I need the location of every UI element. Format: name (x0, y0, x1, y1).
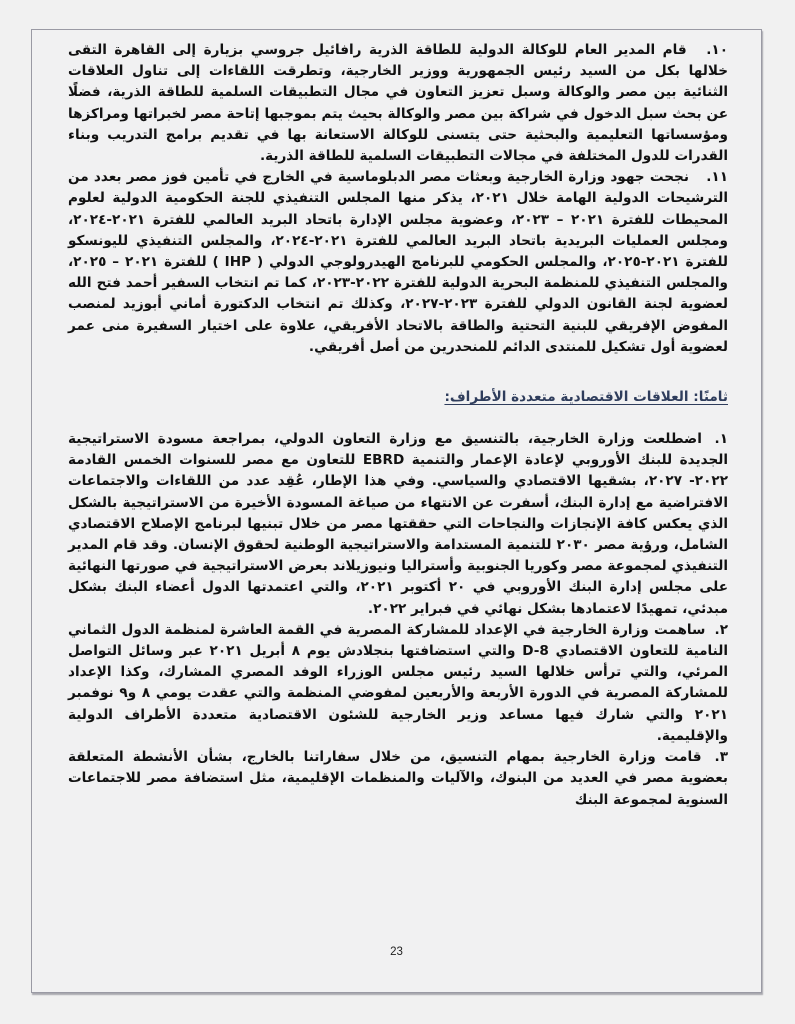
item-number: ١٠. (706, 42, 728, 58)
paragraph-item-3 (68, 747, 728, 811)
paragraph-item-2 (68, 620, 728, 747)
paragraph-item-1 (68, 429, 728, 620)
paragraph-item-11 (68, 167, 728, 358)
section-heading: ثامنًا: العلاقات الاقتصادية متعددة الأطراف: (444, 389, 728, 406)
item-text: قام المدير العام للوكالة الدولية للطاقة الذرية رافائيل جروسي بزيارة إلى القاهرة التقى خلالها بكل من السيد رئيس الجمهورية ووزير الخارجية، وتطرقت اللقاءات إلى تناول العلاقات الثنائية بين مصر والوكالة وسبل تعزيز التعاون في مجال التطبيقات السلمية للطاقة الذرية، فضلًا عن بحث سبل الدخول في شراكة بين مصر والوكالة بحيث يتم بموجبها إتاحة مصر لخبراتها ومراكزها ومؤسساتها التعليمية والبحثية حتى يتسنى للوكالة الاستعانة بها في تقديم برامج التدريب وبناء القدرات للدول المختلفة في مجالات التطبيقات السلمية للطاقة الذرية. (68, 42, 728, 165)
item-number: ١. (714, 431, 728, 448)
item-text: نجحت جهود وزارة الخارجية وبعثات مصر الدبلوماسية في الخارج في تأمين فوز مصر بعدد من الترشيحات الدولية الهامة خلال ٢٠٢١، يذكر منها المجلس التنفيذي للجنة الحكومية الدولية لعلوم المحيطات للفترة ٢٠٢١ – ٢٠٢٣، وعضوية مجلس الإدارة باتحاد البريد العالمي للفترة ٢٠٢١-٢٠٢٤، ومجلس العمليات البريدية باتحاد البريد العالمي للفترة ٢٠٢١-٢٠٢٤، والمجلس التنفيذي لليونسكو للفترة ٢٠٢١-٢٠٢٥، والمجلس الحكومي للبرنامج الهيدرولوجي الدولي ( IHP ) للفترة ٢٠٢١ – ٢٠٢٥، والمجلس التنفيذي للمنظمة البحرية الدولية للفترة ٢٠٢٢-٢٠٢٣، كما تم انتخاب السفير أحمد فتح الله لعضوية لجنة القانون الدولي للفترة ٢٠٢٣-٢٠٢٧، وكذلك تم انتخاب الدكتورة أماني أبوزيد لمنصب المفوض الإفريقي للبنية التحتية والطاقة بالاتحاد الأفريقي، علاوة على اختيار السفيرة منى عمر لعضوية أول تشكيل للمنتدى الدائم للمنحدرين من أصل أفريقي. (68, 169, 728, 355)
page-frame (31, 29, 762, 993)
spacer (68, 358, 728, 387)
item-number: ١١. (706, 169, 728, 186)
item-text: ساهمت وزارة الخارجية في الإعداد للمشاركة المصرية في القمة العاشرة لمنظمة الدول الثماني النامية للتعاون الاقتصادي D-8 والتي استضافتها بنجلادش يوم ٨ أبريل ٢٠٢١ عبر وسائل التواصل المرئي، والتي ترأس خلالها السيد رئيس مجلس الوزراء الوفد المصري المشارك، وكذا الإعداد للمشاركة المصرية في الدورة الأربعة والأربعين لمفوضي المنظمة والتي عقدت يومي ٨ و٩ نوفمبر ٢٠٢١ والتي شارك فيها مساعد وزير الخارجية للشئون الاقتصادية متعددة الأطراف الدولية والإقليمية. (68, 621, 728, 744)
paragraph-item-10 (68, 40, 728, 167)
item-number: ٣. (714, 749, 728, 766)
page-body (68, 40, 728, 811)
spacer (68, 408, 728, 429)
item-text: قامت وزارة الخارجية بمهام التنسيق، من خلال سفاراتنا بالخارج، بشأن الأنشطة المتعلقة بعضوية مصر في العديد من البنوك، والآليات والمنظمات الإقليمية، مثل استضافة مصر للاجتماعات السنوية لمجموعة البنك (68, 749, 728, 808)
item-text: اضطلعت وزارة الخارجية، بالتنسيق مع وزارة التعاون الدولي، بمراجعة مسودة الاستراتيجية الجديدة للبنك الأوروبي لإعادة الإعمار والتنمية EBRD للتعاون مع مصر للسنوات الخمس القادمة ٢٠٢٢- ٢٠٢٧، بشقيها الاقتصادي والسياسي. وفي هذا الإطار، عُقِد عدد من اللقاءات والاجتماعات الافتراضية مع إدارة البنك، أسفرت عن الانتهاء من صياغة المسودة الأخيرة من الاستراتيجية بالشكل الذي يعكس كافة الإنجازات والنجاحات التي حققتها مصر من خلال تبنيها لبرنامج الإصلاح الاقتصادي الشامل، ورؤية مصر ٢٠٣٠ للتنمية المستدامة والاستراتيجية الوطنية لحقوق الإنسان. وقد قام المدير التنفيذي لمجموعة مصر وكوريا الجنوبية وأستراليا ونيوزيلاند بعرض الاستراتيجية في صورتها النهائية على مجلس إدارة البنك الأوروبي في ٢٠ أكتوبر ٢٠٢١، والتي اعتمدتها الدول أعضاء البنك بشكل مبدئي، تمهيدًا لاعتمادها بشكل نهائي في فبراير ٢٠٢٢. (68, 431, 729, 617)
item-number: ٢. (714, 621, 729, 638)
page-number: 23 (390, 946, 403, 958)
